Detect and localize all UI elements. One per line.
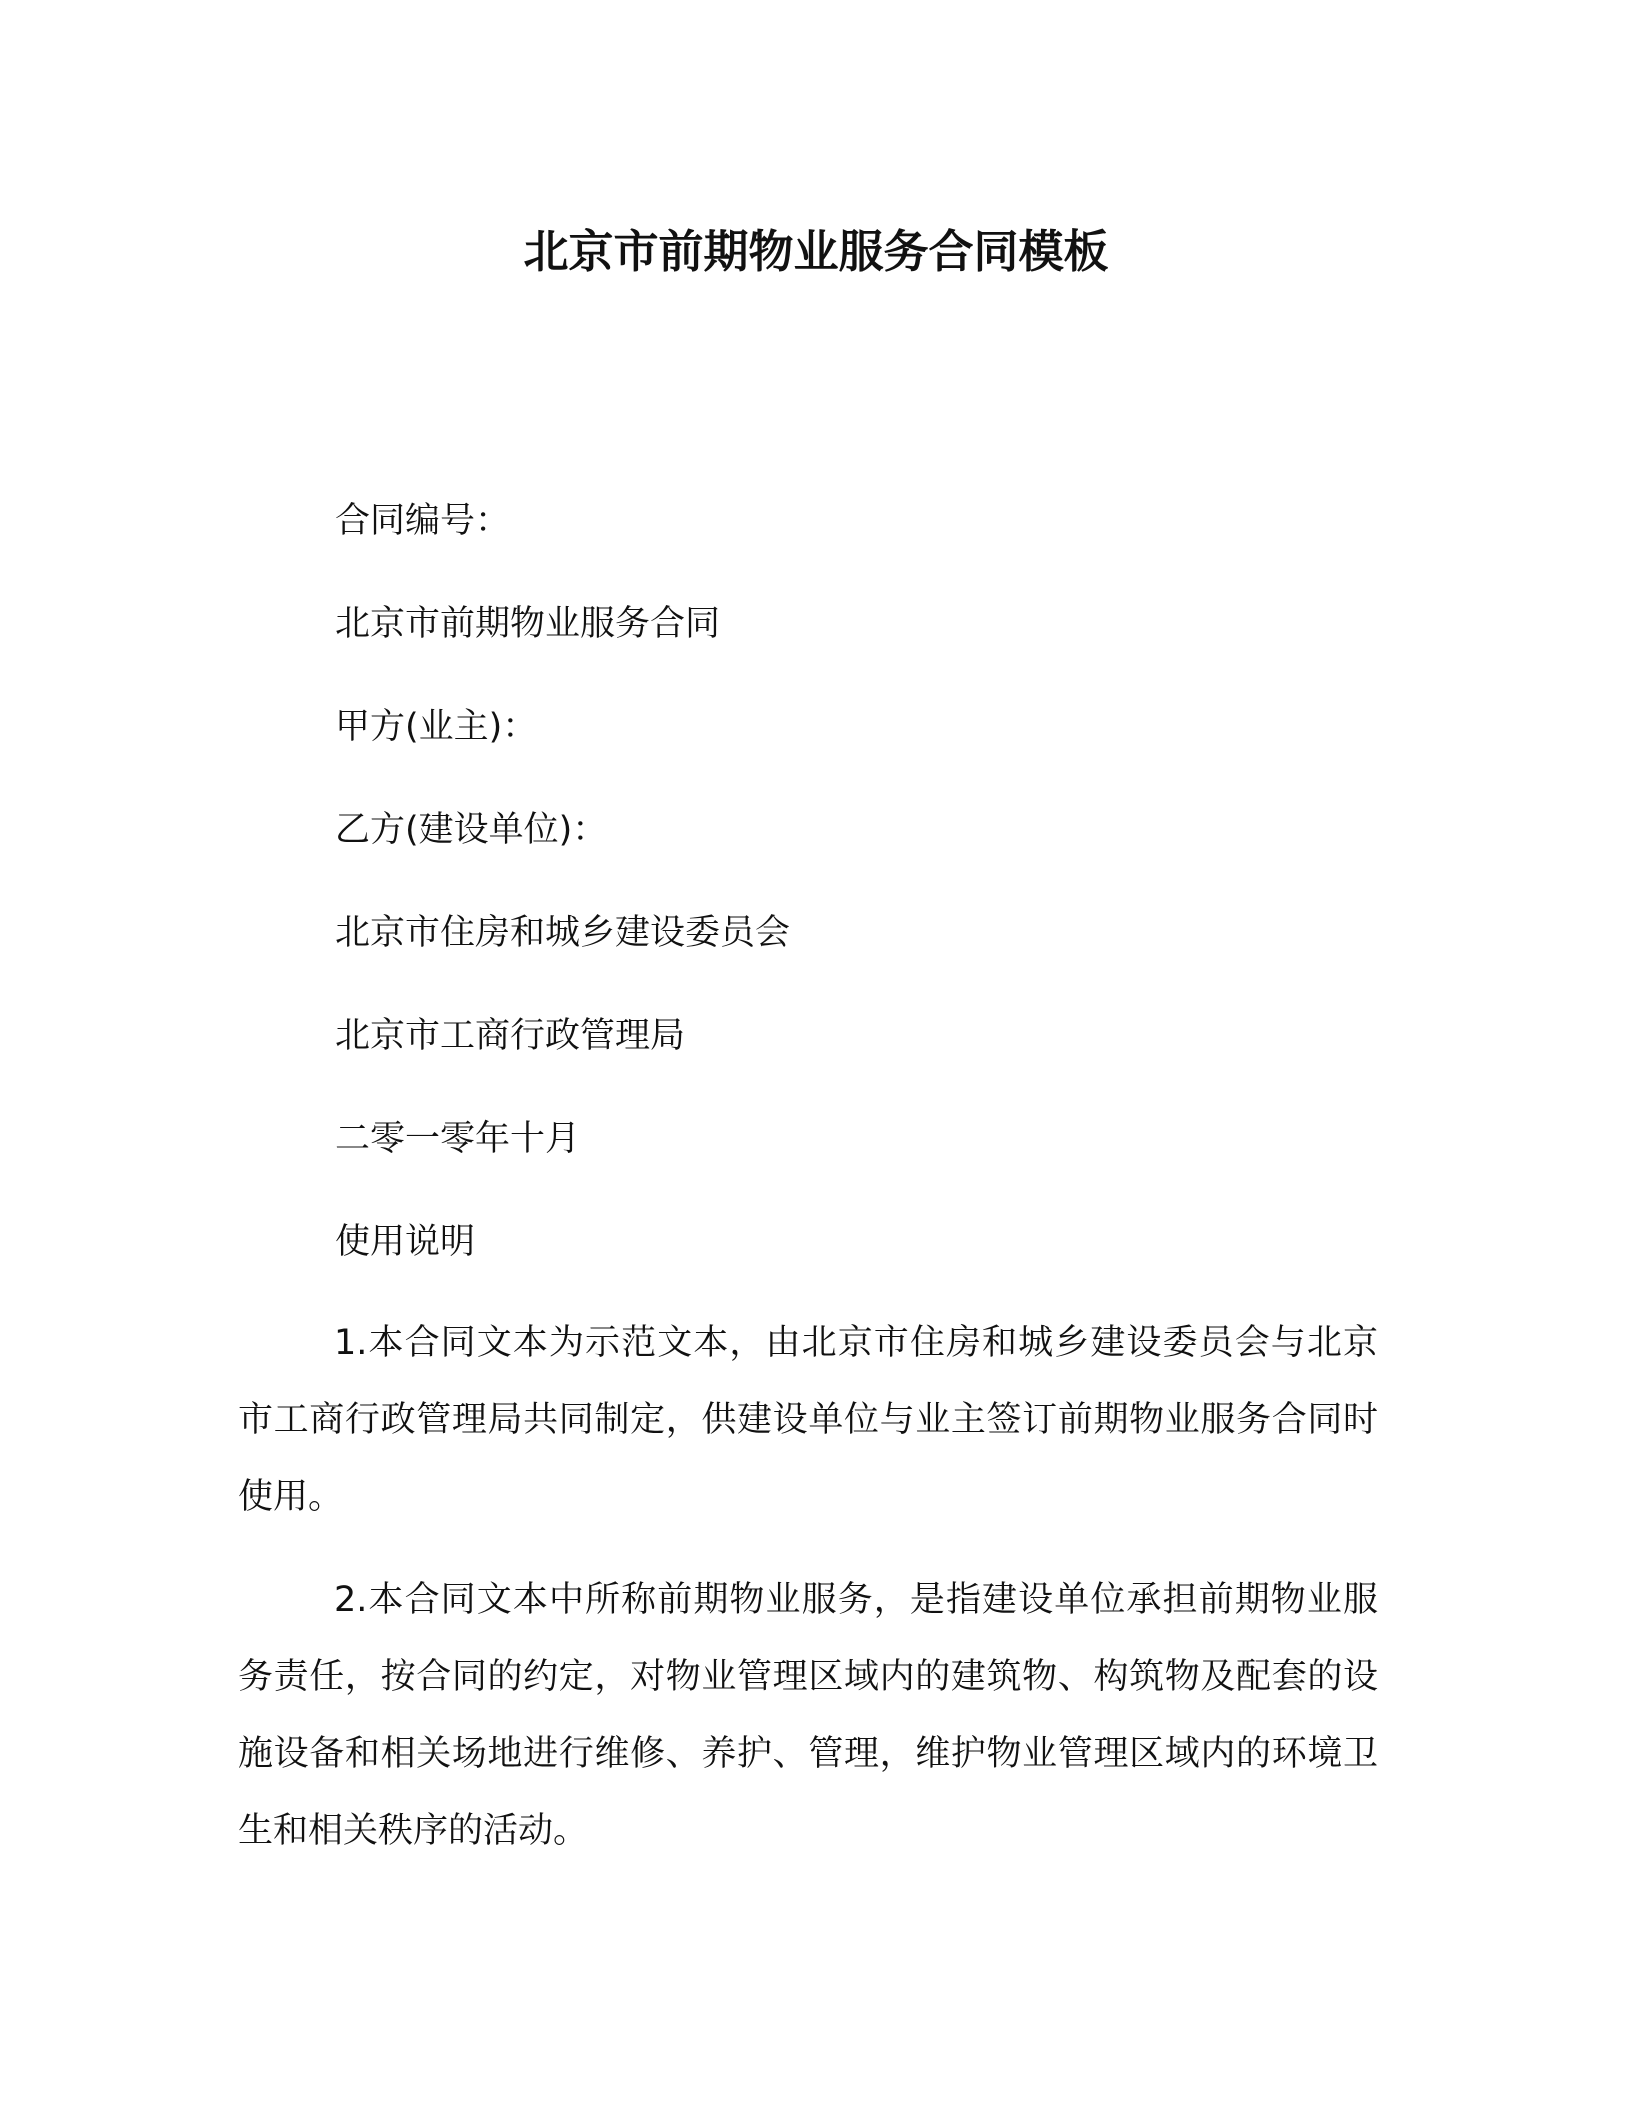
party-a-label: 甲方(业主)： xyxy=(335,707,538,747)
instruction-paragraph-1: 1.本合同文本为示范文本，由北京市住房和城乡建设委员会与北京市工商行政管理局共同制定，供建设单位与业主签订前期物业服务合同时使用。 xyxy=(238,1323,1378,1517)
document-title: 北京市前期物业服务合同模板 xyxy=(523,225,1109,278)
instructions-heading: 使用说明 xyxy=(335,1222,476,1262)
party-b-label: 乙方(建设单位)： xyxy=(335,810,608,850)
contract-name: 北京市前期物业服务合同 xyxy=(335,604,721,644)
issuer-housing-committee: 北京市住房和城乡建设委员会 xyxy=(335,913,791,953)
issuer-commerce-bureau: 北京市工商行政管理局 xyxy=(335,1016,686,1056)
contract-number-label: 合同编号： xyxy=(335,501,511,541)
instruction-paragraph-2: 2.本合同文本中所称前期物业服务，是指建设单位承担前期物业服务责任，按合同的约定，对物业管理区域内的建筑物、构筑物及配套的设施设备和相关场地进行维修、养护、管理，维护物业管理区域内的环境卫生和相关秩序的活动。 xyxy=(238,1580,1378,1851)
issue-date: 二零一零年十月 xyxy=(335,1119,581,1159)
